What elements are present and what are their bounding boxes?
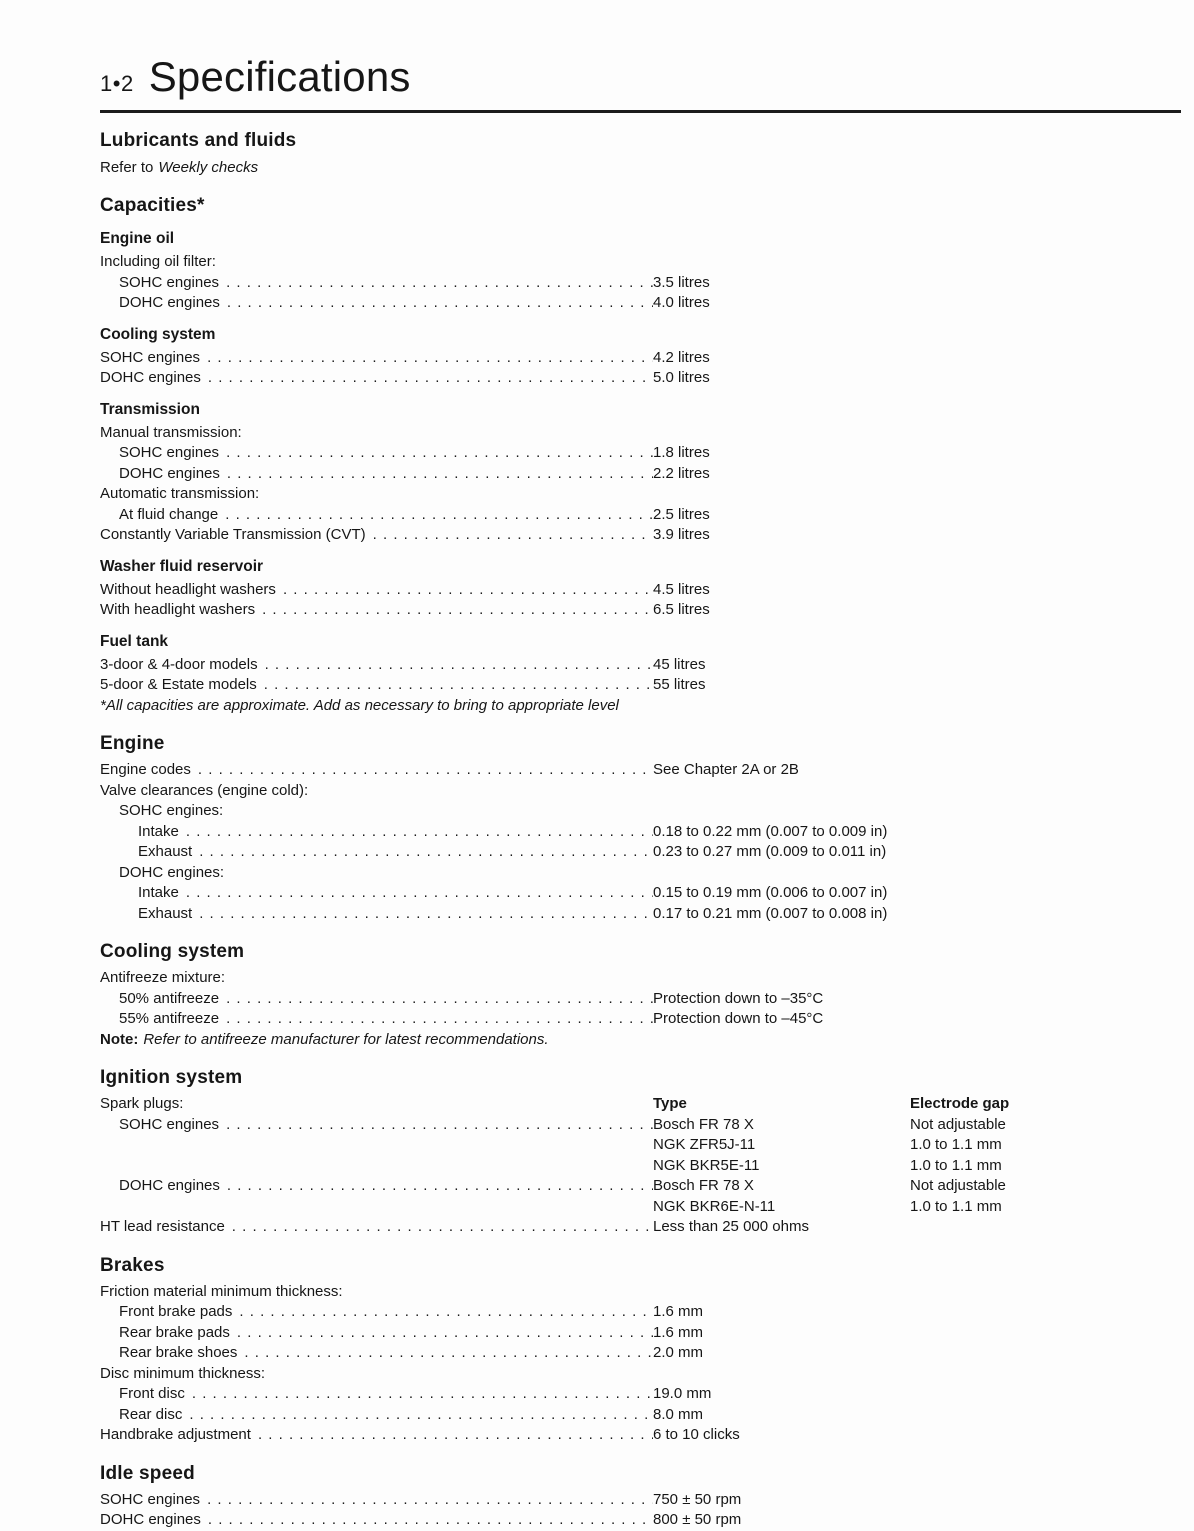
column-header-type: Type — [653, 1095, 687, 1112]
spec-row — [100, 1384, 1181, 1405]
section-engine — [100, 732, 1181, 924]
heading-brakes: Brakes — [100, 1254, 165, 1276]
title-rule — [100, 110, 1181, 113]
spec-label: Manual transmission: — [100, 423, 242, 441]
spec-value: 19.0 mm — [653, 1385, 712, 1402]
spec-value: 0.17 to 0.21 mm (0.007 to 0.008 in) — [653, 904, 888, 922]
spec-value-type: NGK BKR5E-11 — [653, 1156, 760, 1174]
spec-value: 6.5 litres — [653, 601, 710, 618]
spec-value: 5.0 litres — [653, 369, 710, 386]
spec-value: Protection down to –35°C — [653, 989, 824, 1007]
spec-label: Exhaust — [138, 843, 193, 860]
spec-label: Valve clearances (engine cold): — [100, 781, 309, 799]
leader-dots — [201, 368, 653, 389]
spec-row — [100, 989, 1181, 1010]
spec-label: SOHC engines — [100, 1490, 201, 1508]
spec-label: Engine codes — [100, 761, 191, 778]
spec-row — [100, 1156, 1181, 1177]
spec-row — [100, 801, 1181, 822]
leader-dots — [179, 883, 653, 904]
spec-label: SOHC engines — [119, 1115, 220, 1133]
subheading-cooling-capacity: Cooling system — [100, 325, 216, 343]
spec-value: 800 ± 50 rpm — [653, 1511, 742, 1528]
spec-label: DOHC engines: — [119, 863, 225, 881]
spec-value: 2.2 litres — [653, 464, 710, 482]
spec-row — [100, 348, 1181, 369]
spec-value: 55 litres — [653, 676, 706, 693]
leader-dots — [276, 580, 653, 601]
refer-prefix: Refer to — [100, 159, 154, 176]
leader-dots — [219, 273, 653, 294]
note-label: Note: — [100, 1030, 139, 1048]
capacities-footnote — [100, 696, 1181, 717]
spec-label: Front brake pads — [119, 1303, 233, 1320]
spec-value: Less than 25 000 ohms — [653, 1218, 809, 1235]
section-lubricants — [100, 129, 1181, 178]
spec-label: SOHC engines — [100, 348, 201, 366]
spec-value: 3.5 litres — [653, 273, 710, 291]
section-capacities — [100, 194, 1181, 716]
leader-dots — [230, 1323, 653, 1344]
spec-row — [100, 883, 1181, 904]
ignition-header-row — [100, 1094, 1181, 1115]
spec-label: Intake — [138, 884, 179, 901]
spec-row — [100, 293, 1181, 314]
spec-label: Disc minimum thickness: — [100, 1364, 266, 1382]
spec-label: DOHC engines — [119, 294, 220, 311]
leader-dots — [237, 1343, 653, 1364]
spec-row — [100, 1115, 1181, 1136]
spec-label: Rear disc — [119, 1405, 183, 1423]
spec-value-type: Bosch FR 78 X — [653, 1177, 754, 1194]
spec-row — [100, 273, 1181, 294]
spec-label: 50% antifreeze — [119, 989, 220, 1007]
column-header-gap: Electrode gap — [910, 1095, 1010, 1112]
spec-value-gap: 1.0 to 1.1 mm — [910, 1136, 1002, 1153]
spec-value: 4.0 litres — [653, 294, 710, 311]
spec-row — [100, 1217, 1181, 1238]
spec-label: DOHC engines — [119, 464, 220, 482]
spec-row — [100, 443, 1181, 464]
subheading-fuel-tank: Fuel tank — [100, 632, 169, 650]
spec-label: 3-door & 4-door models — [100, 655, 258, 673]
spec-row — [100, 968, 1181, 989]
leader-dots — [257, 675, 653, 696]
leader-dots — [366, 525, 653, 546]
spec-label: Spark plugs: — [100, 1095, 184, 1112]
spec-row — [100, 675, 1181, 696]
spec-label: Antifreeze mixture: — [100, 969, 226, 986]
heading-capacities: Capacities* — [100, 195, 205, 216]
leader-dots — [200, 348, 653, 369]
spec-row — [100, 822, 1181, 843]
heading-lubricants: Lubricants and fluids — [100, 130, 297, 151]
spec-value-gap: 1.0 to 1.1 mm — [910, 1156, 1002, 1174]
leader-dots — [218, 505, 653, 526]
spec-label: Including oil filter: — [100, 253, 216, 270]
spec-value: 2.5 litres — [653, 505, 710, 523]
spec-label: SOHC engines — [119, 444, 220, 461]
spec-label: DOHC engines — [119, 1177, 220, 1194]
spec-value: Protection down to –45°C — [653, 1010, 824, 1027]
section-idle-speed — [100, 1462, 1181, 1531]
spec-value: 750 ± 50 rpm — [653, 1490, 742, 1508]
leader-dots — [219, 443, 653, 464]
spec-label: Constantly Variable Transmission (CVT) — [100, 526, 366, 543]
heading-idle-speed: Idle speed — [100, 1462, 195, 1484]
heading-engine: Engine — [100, 733, 165, 754]
spec-label: Intake — [138, 822, 179, 840]
spec-label: Friction material minimum thickness: — [100, 1282, 343, 1300]
spec-value: 0.18 to 0.22 mm (0.007 to 0.009 in) — [653, 822, 888, 840]
spec-label: With headlight washers — [100, 601, 256, 618]
spec-label: Front disc — [119, 1385, 185, 1402]
leader-dots — [219, 1115, 653, 1136]
spec-row — [100, 1135, 1181, 1156]
leader-dots — [179, 822, 653, 843]
spec-label: 55% antifreeze — [119, 1010, 220, 1027]
subheading-washer: Washer fluid reservoir — [100, 557, 264, 575]
spec-row — [100, 1323, 1181, 1344]
spec-value-gap: 1.0 to 1.1 mm — [910, 1197, 1002, 1215]
antifreeze-note — [100, 1030, 1181, 1051]
section-ignition — [100, 1066, 1181, 1238]
subheading-engine-oil: Engine oil — [100, 230, 175, 247]
footnote-text: *All capacities are approximate. Add as necessary to bring to appropriate level — [100, 696, 619, 714]
leader-dots — [219, 989, 653, 1010]
spec-row — [100, 600, 1181, 621]
spec-row — [100, 252, 1181, 273]
spec-value: 8.0 mm — [653, 1405, 704, 1423]
spec-label: SOHC engines — [119, 273, 220, 291]
spec-row — [100, 1302, 1181, 1323]
refer-target: Weekly checks — [158, 159, 259, 176]
leader-dots — [185, 1384, 653, 1405]
leader-dots — [220, 293, 653, 314]
spec-row — [100, 464, 1181, 485]
leader-dots — [219, 1009, 653, 1030]
leader-dots — [182, 1405, 653, 1426]
spec-row — [100, 1009, 1181, 1030]
spec-row — [100, 1510, 1181, 1531]
spec-value-type: NGK BKR6E-N-11 — [653, 1197, 776, 1215]
spec-value-gap: Not adjustable — [910, 1115, 1006, 1133]
spec-value: 6 to 10 clicks — [653, 1426, 740, 1443]
spec-row — [100, 1364, 1181, 1385]
spec-row — [100, 525, 1181, 546]
heading-ignition: Ignition system — [100, 1067, 243, 1088]
spec-value: See Chapter 2A or 2B — [653, 761, 799, 778]
spec-row — [100, 1176, 1181, 1197]
leader-dots — [201, 1510, 653, 1531]
spec-row — [100, 1197, 1181, 1218]
spec-label: Handbrake adjustment — [100, 1426, 251, 1443]
leader-dots — [192, 904, 653, 925]
spec-label: SOHC engines: — [119, 802, 224, 819]
spec-row — [100, 1282, 1181, 1303]
spec-row — [100, 863, 1181, 884]
spec-label: Rear brake shoes — [119, 1344, 238, 1361]
section-cooling-system — [100, 940, 1181, 1050]
page-header — [100, 54, 1181, 100]
spec-label: Exhaust — [138, 904, 193, 922]
spec-label: Rear brake pads — [119, 1323, 230, 1341]
spec-row — [100, 760, 1181, 781]
spec-value: 45 litres — [653, 655, 706, 673]
spec-value: 3.9 litres — [653, 526, 710, 543]
spec-value: 2.0 mm — [653, 1344, 704, 1361]
spec-row — [100, 655, 1181, 676]
spec-value: 0.23 to 0.27 mm (0.009 to 0.011 in) — [653, 843, 887, 860]
spec-value: 1.6 mm — [653, 1323, 704, 1341]
spec-row — [100, 781, 1181, 802]
spec-label: DOHC engines — [100, 369, 201, 386]
page-title: Specifications — [148, 53, 411, 100]
spec-value: 4.5 litres — [653, 580, 710, 598]
page-number: 1•2 — [100, 71, 134, 96]
subheading-transmission: Transmission — [100, 400, 200, 418]
spec-label: Without headlight washers — [100, 580, 276, 598]
leader-dots — [232, 1302, 653, 1323]
spec-value-type: Bosch FR 78 X — [653, 1115, 754, 1133]
spec-row — [100, 505, 1181, 526]
spec-row — [100, 842, 1181, 863]
spec-value-gap: Not adjustable — [910, 1177, 1006, 1194]
leader-dots — [220, 1176, 653, 1197]
leader-dots — [220, 464, 653, 485]
spec-row — [100, 904, 1181, 925]
spec-label: At fluid change — [119, 505, 219, 523]
leader-dots — [258, 655, 653, 676]
spec-row — [100, 368, 1181, 389]
heading-cooling-system: Cooling system — [100, 941, 245, 962]
leader-dots — [191, 760, 653, 781]
spec-value-type: NGK ZFR5J-11 — [653, 1136, 756, 1153]
spec-label: HT lead resistance — [100, 1218, 225, 1235]
note-text: Refer to antifreeze manufacturer for latest recommendations. — [143, 1030, 549, 1048]
leader-dots — [255, 600, 653, 621]
leader-dots — [251, 1425, 653, 1446]
spec-row — [100, 484, 1181, 505]
spec-row — [100, 1343, 1181, 1364]
spec-label: DOHC engines — [100, 1511, 201, 1528]
spec-row — [100, 580, 1181, 601]
leader-dots — [225, 1217, 653, 1238]
leader-dots — [192, 842, 653, 863]
spec-row — [100, 1405, 1181, 1426]
section-brakes — [100, 1254, 1181, 1446]
spec-row — [100, 423, 1181, 444]
spec-row — [100, 1425, 1181, 1446]
spec-value: 0.15 to 0.19 mm (0.006 to 0.007 in) — [653, 884, 888, 901]
spec-label: Automatic transmission: — [100, 485, 260, 502]
spec-value: 1.8 litres — [653, 444, 710, 461]
spec-label: 5-door & Estate models — [100, 676, 257, 693]
refer-line — [100, 157, 1181, 178]
spec-value: 4.2 litres — [653, 348, 710, 366]
spec-value: 1.6 mm — [653, 1303, 704, 1320]
